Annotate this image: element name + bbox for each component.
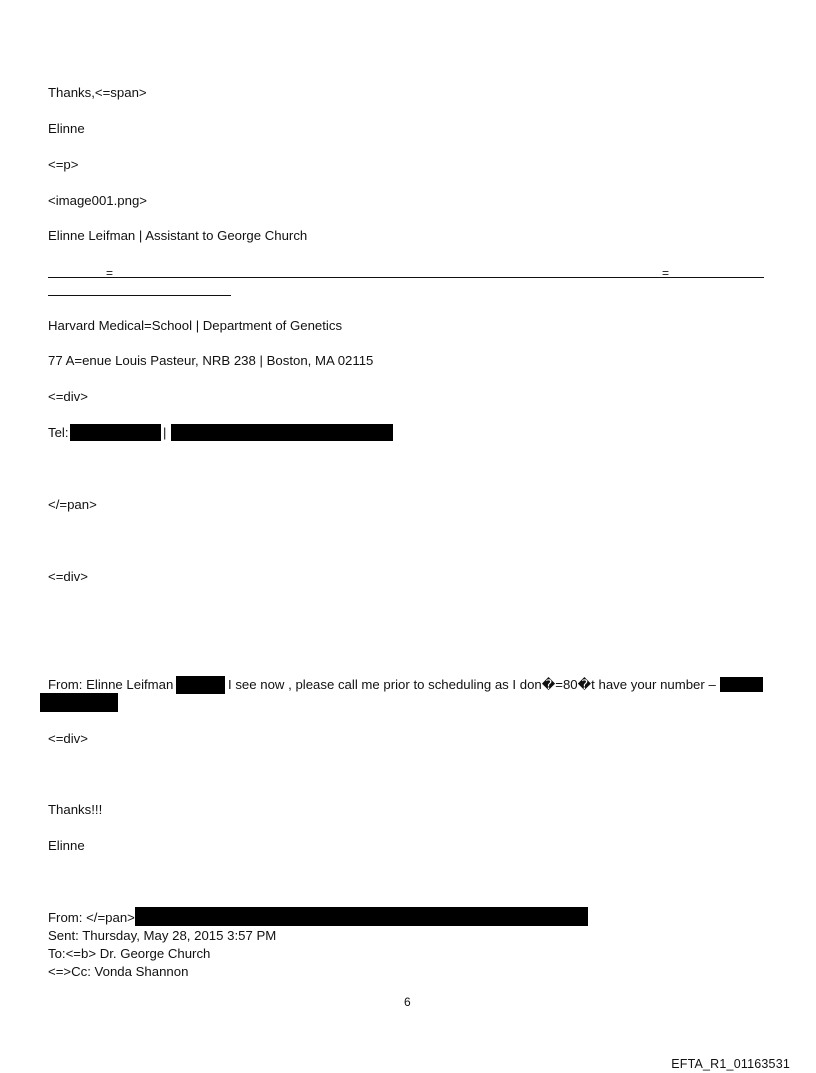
sender-name: Elinne — [48, 838, 85, 853]
redaction-box — [176, 676, 225, 694]
tel-label: Tel: — [48, 425, 69, 440]
separator-mark-1: = — [106, 266, 114, 280]
header-cc: <=>Cc: Vonda Shannon — [48, 964, 189, 979]
separator-rule-2 — [48, 295, 231, 296]
header-sent: Sent: Thursday, May 28, 2015 3:57 PM — [48, 928, 277, 943]
from-line-prefix: From: Elinne Leifman — [48, 677, 174, 692]
signature-title: Elinne Leifman | Assistant to George Church — [48, 228, 308, 243]
thanks-line: Thanks,<=span> — [48, 85, 147, 100]
image-tag-line: <image001.png> — [48, 193, 147, 208]
redaction-box — [171, 424, 393, 441]
tel-separator: | — [163, 425, 167, 440]
address-line: 77 A=enue Louis Pasteur, NRB 238 | Boston, MA 02115 — [48, 353, 374, 368]
redaction-box — [70, 424, 161, 441]
header-from-label: From: </=pan> — [48, 910, 135, 925]
div-tag-line: <=div> — [48, 569, 88, 584]
p-tag-line: <=p> — [48, 157, 79, 172]
sender-name: Elinne — [48, 121, 85, 136]
thanks-line: Thanks!!! — [48, 802, 103, 817]
div-tag-line: <=div> — [48, 389, 88, 404]
school-line: Harvard Medical=School | Department of Genetics — [48, 318, 343, 333]
header-to: To:<=b> Dr. George Church — [48, 946, 211, 961]
from-line-message: I see now , please call me prior to scheduling as I don�=80�t have your number – — [228, 677, 716, 692]
separator-rule-1 — [48, 277, 764, 278]
div-tag-line: <=div> — [48, 731, 88, 746]
page-number: 6 — [404, 995, 411, 1009]
span-close-line: </=pan> — [48, 497, 97, 512]
redaction-box — [135, 907, 588, 926]
separator-mark-2: = — [662, 266, 670, 280]
document-id: EFTA_R1_01163531 — [671, 1057, 790, 1071]
redaction-box — [720, 677, 763, 692]
redaction-box — [40, 693, 118, 712]
